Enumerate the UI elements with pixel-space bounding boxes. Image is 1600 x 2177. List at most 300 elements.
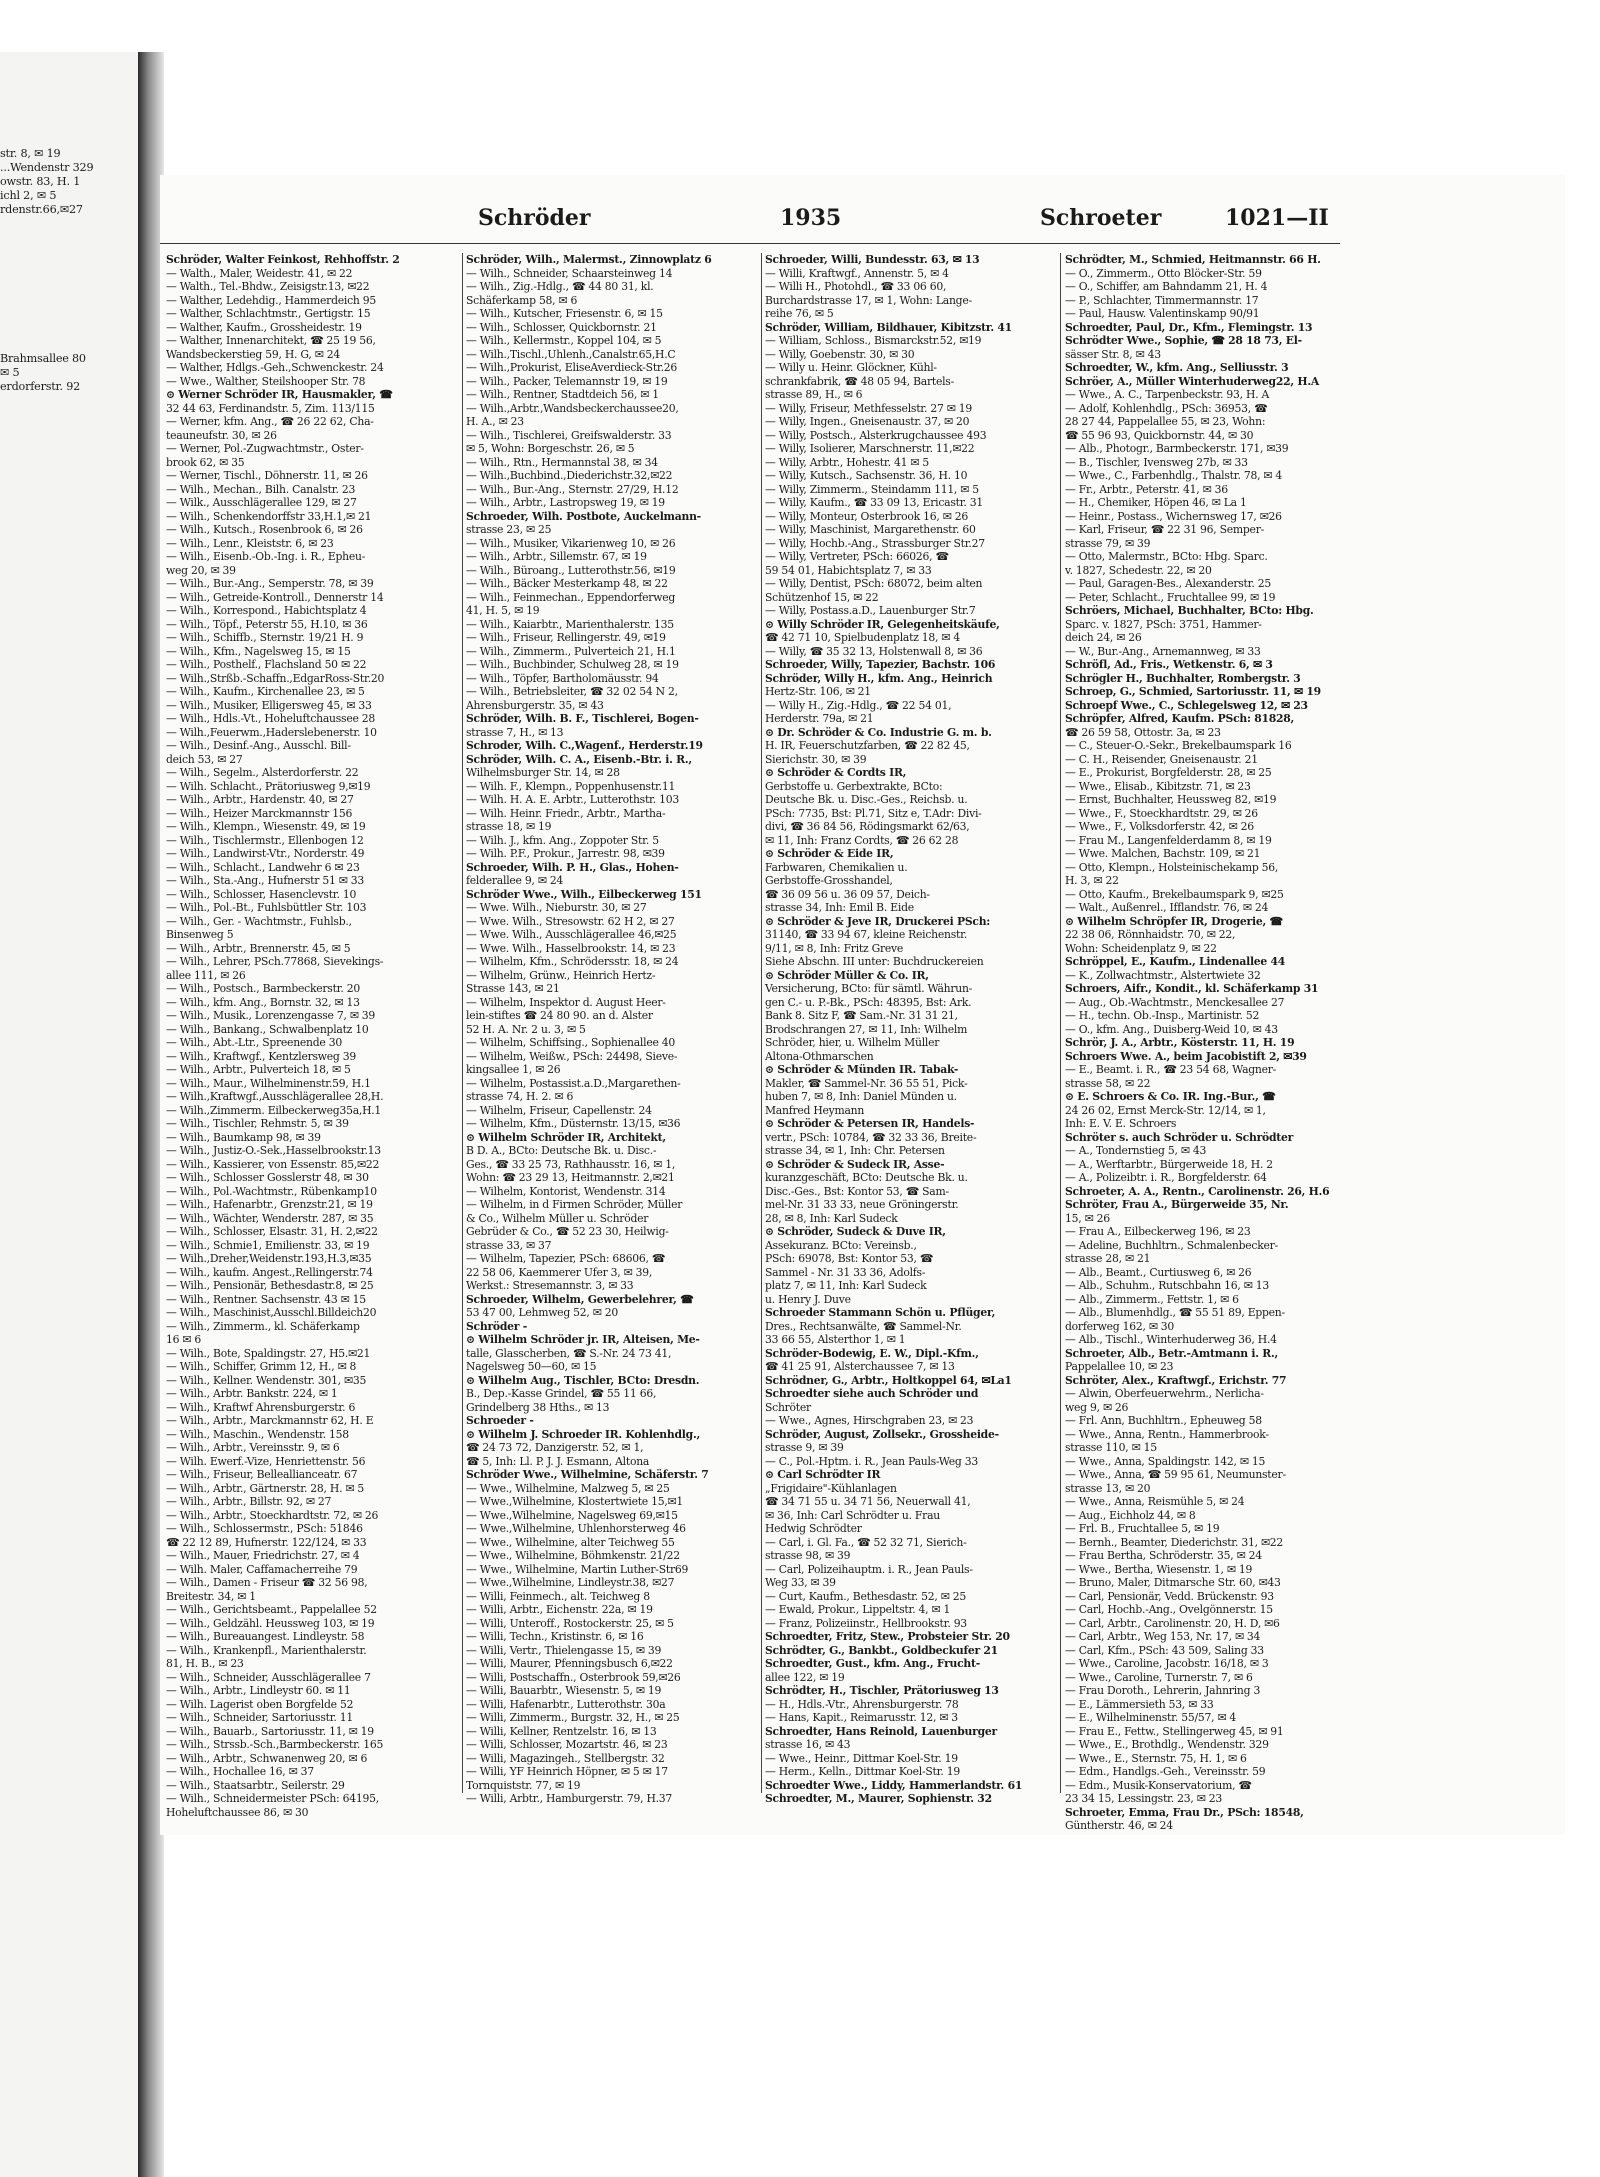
directory-entry-line: — Wilh., Schneidermeister PSch: 64195, <box>166 1792 379 1805</box>
directory-entry-line: — Willy, Hochb.-Ang., Strassburger Str.27 <box>765 536 985 550</box>
directory-entry-line: — Wilh.,Buchbind.,Diederichstr.32,✉22 <box>466 469 673 482</box>
directory-entry-line: — Wilh., Bote, Spaldingstr. 27, H5.✉21 <box>166 1346 371 1360</box>
directory-entry-line: — Wilh., Strssb.-Sch.,Barmbeckerstr. 165 <box>166 1738 384 1751</box>
directory-entry-line: — Wwe., C., Farbenhdlg., Thalstr. 78, ✉ 4 <box>1065 469 1283 482</box>
directory-entry-line: „Frigidaire"-Kühlanlagen <box>765 1481 897 1495</box>
directory-entry-line: Schroeder, Wilhelm, Gewerbelehrer, ☎ <box>466 1292 694 1306</box>
directory-entry-line: — Wilh., Maschin., Wendenstr. 158 <box>166 1427 349 1441</box>
directory-entry-line: PSch: 7735, Bst: Pl.71, Sitz e, T.Adr: Divi- <box>765 806 982 820</box>
directory-entry-line: strasse 7, H., ✉ 13 <box>466 725 564 739</box>
directory-entry-line: Wilhelmsburger Str. 14, ✉ 28 <box>466 766 620 779</box>
directory-entry-line: — Walther, Kaufm., Grossheidestr. 19 <box>166 320 362 334</box>
directory-entry-line: Schrör, J. A., Arbtr., Kösterstr. 11, H. 19 <box>1065 1036 1295 1049</box>
directory-entry-line: ⊙ Schröder, Sudeck & Duve IR, <box>765 1225 946 1238</box>
directory-entry-line: — Willy, Postsch., Alsterkrugchaussee 493 <box>765 428 987 442</box>
directory-entry-line: — Wwe., Anna, Spaldingstr. 142, ✉ 15 <box>1065 1454 1266 1468</box>
directory-entry-line: — Heinr., Postass., Wichernsweg 17, ✉26 <box>1065 509 1282 523</box>
directory-entry-line: — Wilh., Geldzähl. Heussweg 103, ✉ 19 <box>166 1616 375 1630</box>
directory-entry-line: Schroeter, Emma, Frau Dr., PSch: 18548, <box>1065 1805 1304 1819</box>
directory-entry-line: — Wilh.,Feuerwm.,Haderslebenerstr. 10 <box>166 725 377 739</box>
directory-entry-line: — Wilh., Kaiarbtr., Marienthalerstr. 135 <box>466 617 674 631</box>
directory-entry-line: — Frl. Ann, Buchhltrn., Epheuweg 58 <box>1065 1414 1262 1427</box>
directory-entry-line: Gebrüder & Co., ☎ 52 23 30, Heilwig- <box>466 1225 669 1238</box>
directory-entry-line: — Willy H., Zig.-Hdlg., ☎ 22 54 01, <box>765 698 952 712</box>
directory-entry-line: — Willi, Arbtr., Eichenstr. 22a, ✉ 19 <box>466 1603 653 1616</box>
directory-entry-line: — Wilh.,Dreher,Weidenstr.193,H.3,✉35 <box>166 1252 372 1265</box>
directory-entry-line: — Wilh., kfm. Ang., Bornstr. 32, ✉ 13 <box>166 995 360 1009</box>
directory-entry-line: — Willi, Maurer, Pfenningsbusch 6,✉22 <box>466 1657 673 1670</box>
directory-entry-line: — Wilh., Kraftwf Ahrensburgerstr. 6 <box>166 1400 356 1414</box>
directory-entry-line: Schröder-Bodewig, E. W., Dipl.-Kfm., <box>765 1346 979 1360</box>
directory-entry-line: 22 58 06, Kaemmerer Ufer 3, ✉ 39, <box>466 1265 653 1279</box>
directory-entry-line: strasse 28, ✉ 21 <box>1065 1252 1151 1265</box>
directory-entry-line: ☎ 41 25 91, Alsterchaussee 7, ✉ 13 <box>765 1360 955 1373</box>
directory-entry-line: ⊙ Schröder & Sudeck IR, Asse- <box>765 1157 945 1171</box>
directory-entry-line: — Werner, kfm. Ang., ☎ 26 22 62, Cha- <box>166 415 374 428</box>
directory-entry-line: — Walt., Außenrel., Ifflandstr. 76, ✉ 24 <box>1065 901 1269 914</box>
directory-entry-line: Sierichstr. 30, ✉ 39 <box>765 752 867 766</box>
directory-entry-line: — Wilh., Musiker, Vikarienweg 10, ✉ 26 <box>466 536 676 550</box>
directory-entry-line: strasse 33, ✉ 37 <box>466 1238 552 1252</box>
directory-entry-line: — E., Lämmersieth 53, ✉ 33 <box>1065 1697 1214 1711</box>
directory-entry-line: — Willi, Techn., Kristinstr. 6, ✉ 16 <box>466 1630 644 1643</box>
directory-entry-line: ☎ 36 09 56 u. 36 09 57, Deich- <box>765 887 930 901</box>
directory-entry-line: Schroeder, Wilh. P. H., Glas., Hohen- <box>466 860 679 874</box>
directory-entry-line: Schröder - <box>466 1319 527 1333</box>
directory-entry-line: Schroedter, M., Maurer, Sophienstr. 32 <box>765 1792 992 1805</box>
directory-entry-line: Schröter <box>765 1400 811 1414</box>
directory-entry-line: 52 H. A. Nr. 2 u. 3, ✉ 5 <box>466 1022 586 1036</box>
directory-entry-line: Schröder, August, Zollsekr., Grossheide- <box>765 1427 999 1441</box>
directory-entry-line: allee 122, ✉ 19 <box>765 1670 845 1684</box>
directory-entry-line: — Wilhelm, Tapezier, PSch: 68606, ☎ <box>466 1252 666 1265</box>
directory-entry-line: Wohn: Scheidenplatz 9, ✉ 22 <box>1065 941 1217 955</box>
directory-entry-line: — Wilh., Maschinist,Ausschl.Billdeich20 <box>166 1306 377 1319</box>
directory-entry-line: — Wilh., Kfm., Nagelsweg 15, ✉ 15 <box>166 644 351 658</box>
directory-entry-line: — Wilh., Kellner. Wendenstr. 301, ✉35 <box>166 1373 367 1387</box>
directory-entry-line: — Walth., Tel.-Bhdw., Zeisigstr.13, ✉22 <box>166 280 370 293</box>
directory-entry-line: H. 3, ✉ 22 <box>1065 874 1119 887</box>
directory-entry-line: — Wilh., Hafenarbtr., Grenzstr.21, ✉ 19 <box>166 1198 373 1211</box>
directory-entry-line: — Wilh., Sta.-Ang., Hufnerstr 51 ✉ 33 <box>166 874 364 887</box>
directory-entry-line: — Wwe.,Wilhelmine, Lindleystr.38, ✉27 <box>466 1576 675 1589</box>
page-number: 1021—II <box>1225 205 1329 231</box>
directory-entry-line: B D. A., BCto: Deutsche Bk. u. Disc.- <box>466 1144 657 1157</box>
directory-entry-line: Grindelberg 38 Hths., ✉ 13 <box>466 1400 610 1414</box>
directory-entry-line: Burchardstrasse 17, ✉ 1, Wohn: Lange- <box>765 293 972 307</box>
directory-entry-line: Schäferkamp 58, ✉ 6 <box>466 293 578 307</box>
directory-entry-line: Schroeder Stammann Schön u. Pflüger, <box>765 1306 996 1319</box>
directory-entry-line: — Wilh., Abt.-Ltr., Spreenende 30 <box>166 1036 342 1049</box>
directory-entry-line: Schröder, hier, u. Wilhelm Müller <box>765 1036 940 1049</box>
directory-entry-line: Schroepf Wwe., C., Schlegelsweg 12, ✉ 23 <box>1065 698 1308 712</box>
directory-entry-line: — H., Chemiker, Höpen 46, ✉ La 1 <box>1065 496 1247 509</box>
directory-entry-line: — Willy, Monteur, Osterbrook 16, ✉ 26 <box>765 509 968 523</box>
directory-entry-line: Farbwaren, Chemikalien u. <box>765 860 908 874</box>
prev-page-line: Brahmsallee 80 <box>0 352 86 365</box>
directory-entry-line: — Wwe., Wilhelmine, Malzweg 5, ✉ 25 <box>466 1481 670 1495</box>
directory-entry-line: — Wilh., Kutscher, Friesenstr. 6, ✉ 15 <box>466 307 663 320</box>
directory-entry-line: — Wilh., Justiz-O.-Sek.,Hasselbrookstr.13 <box>166 1144 381 1157</box>
directory-entry-line: Schroedter Wwe., Liddy, Hammerlandstr. 61 <box>765 1778 1023 1792</box>
directory-entry-line: — Wilh., Rtn., Hermannstal 38, ✉ 34 <box>466 455 658 469</box>
directory-entry-line: H. A., ✉ 23 <box>466 415 524 428</box>
directory-entry-line: — Wilh., Ger. - Wachtmstr., Fuhlsb., <box>166 914 352 928</box>
directory-entry-line: deich 53, ✉ 27 <box>166 752 243 766</box>
directory-entry-line: — Wilh., Tischlerei, Greifswalderstr. 33 <box>466 428 672 442</box>
directory-entry-line: Disc.-Ges., Bst: Kontor 53, ☎ Sam- <box>765 1184 949 1198</box>
directory-entry-line: Schrödner, G., Arbtr., Holtkoppel 64, ✉La1 <box>765 1373 1012 1387</box>
directory-entry-line: — Alwin, Oberfeuerwehrm., Nerlicha- <box>1065 1387 1264 1400</box>
directory-entry-line: — Wilh., Mechan., Bilh. Canalstr. 23 <box>166 482 356 496</box>
directory-entry-line: Schroedter, Hans Reinold, Lauenburger <box>765 1724 997 1738</box>
directory-entry-line: 28, ✉ 8, Inh: Karl Sudeck <box>765 1211 898 1225</box>
directory-entry-line: Schrödter, H., Tischler, Prätoriusweg 13 <box>765 1684 999 1697</box>
directory-entry-line: — Wilh., Zimmerm., kl. Schäferkamp <box>166 1319 360 1333</box>
directory-entry-line: — Willy u. Heinr. Glöckner, Kühl- <box>765 361 937 374</box>
directory-entry-line: 41, H. 5, ✉ 19 <box>466 604 540 617</box>
directory-entry-line: PSch: 69078, Bst: Kontor 53, ☎ <box>765 1252 934 1265</box>
directory-entry-line: divi, ☎ 36 84 56, Rödingsmarkt 62/63, <box>765 820 970 833</box>
directory-entry-line: — Wilh., Feinmechan., Eppendorferweg <box>466 590 676 604</box>
directory-entry-line: — Wwe., Elisab., Kibitzstr. 71, ✉ 23 <box>1065 779 1251 793</box>
directory-entry-line: ⊙ Schröder & Eide IR, <box>765 847 894 860</box>
prev-page-line: owstr. 83, H. 1 <box>0 175 81 188</box>
directory-entry-line: v. 1827, Schedestr. 22, ✉ 20 <box>1065 563 1212 577</box>
directory-entry-line: — Wilh., Damen - Friseur ☎ 32 56 98, <box>166 1576 368 1589</box>
directory-entry-line: — Wwe., Heinr., Dittmar Koel-Str. 19 <box>765 1751 958 1765</box>
directory-entry-line: — W., Bur.-Ang., Arnemannweg, ✉ 33 <box>1065 644 1261 658</box>
directory-entry-line: — Wilh., Eisenb.-Ob.-Ing. i. R., Epheu- <box>166 550 366 563</box>
directory-entry-line: Gerbstoffe u. Gerbextrakte, BCto: <box>765 779 943 793</box>
directory-entry-line: — Wilhelm, in d Firmen Schröder, Müller <box>466 1198 683 1211</box>
directory-entry-line: — William, Schloss., Bismarckstr.52, ✉19 <box>765 334 982 347</box>
directory-entry-line: — Wilh., Mauer, Friedrichstr. 27, ✉ 4 <box>166 1549 360 1562</box>
directory-entry-line: felderallee 9, ✉ 24 <box>466 874 564 887</box>
directory-entry-line: — Wilh., Baumkamp 98, ✉ 39 <box>166 1130 321 1144</box>
directory-entry-line: Schroedter, Fritz, Stew., Probsteier Str. 20 <box>765 1630 1010 1643</box>
directory-entry-line: Schroedter siehe auch Schröder und <box>765 1387 979 1400</box>
directory-entry-line: — Wilh., Packer, Telemannstr 19, ✉ 19 <box>466 374 668 388</box>
directory-entry-line: Schröder, Wilh., Malermst., Zinnowplatz 6 <box>466 253 712 266</box>
directory-entry-line: — E., Prokurist, Borgfelderstr. 28, ✉ 25 <box>1065 766 1272 779</box>
directory-entry-line: — H., techn. Ob.-Insp., Martinistr. 52 <box>1065 1009 1260 1022</box>
directory-entry-line: — Otto, Klempn., Holsteinischekamp 56, <box>1065 860 1279 874</box>
column-divider <box>462 253 463 1793</box>
directory-entry-line: — Wilh., Bureauangest. Lindleystr. 58 <box>166 1630 365 1643</box>
directory-entry-line: — Willy, Postass.a.D., Lauenburger Str.7 <box>765 604 976 617</box>
directory-entry-line: — Wilh., Schlossermstr., PSch: 51846 <box>166 1522 363 1535</box>
directory-entry-line: Schroep, G., Schmied, Sartoriusstr. 11, ✉ 19 <box>1065 685 1321 698</box>
directory-entry-line: Schröpfer, Alfred, Kaufm. PSch: 81828, <box>1065 712 1295 725</box>
directory-entry-line: — Wilh., Kutsch., Rosenbrook 6, ✉ 26 <box>166 523 363 536</box>
directory-entry-line: — Wilhelm, Schiffsing., Sophienallee 40 <box>466 1036 676 1049</box>
directory-entry-line: Siehe Abschn. III unter: Buchdruckereien <box>765 955 984 968</box>
directory-entry-line: — Willi, Unteroff., Rostockerstr. 25, ✉ 5 <box>466 1616 674 1630</box>
directory-entry-line: — Wilhelm, Inspektor d. August Heer- <box>466 995 666 1009</box>
directory-entry-line: 53 47 00, Lehmweg 52, ✉ 20 <box>466 1306 618 1319</box>
prev-page-line: erdorferstr. 92 <box>0 380 81 393</box>
directory-entry-line: sässer Str. 8, ✉ 43 <box>1065 347 1161 361</box>
directory-entry-line: — Hans, Kapit., Reimarusstr. 12, ✉ 3 <box>765 1711 958 1724</box>
directory-entry-line: — Fr., Arbtr., Peterstr. 41, ✉ 36 <box>1065 482 1228 496</box>
directory-entry-line: — Frau E., Fettw., Stellingerweg 45, ✉ 91 <box>1065 1724 1284 1738</box>
directory-entry-line: — Wilh., Hochallee 16, ✉ 37 <box>166 1765 314 1778</box>
directory-entry-line: — Wilh., Zig.-Hdlg., ☎ 44 80 31, kl. <box>466 280 654 293</box>
directory-entry-line: — Wilhelm, Kontorist, Wendenstr. 314 <box>466 1184 666 1198</box>
directory-entry-line: Sammel - Nr. 31 33 36, Adolfs- <box>765 1265 926 1279</box>
directory-entry-line: — Paul, Hausw. Valentinskamp 90/91 <box>1065 307 1260 320</box>
directory-entry-line: Schroers Wwe. A., beim Jacobistift 2, ✉39 <box>1065 1049 1307 1063</box>
directory-entry-line: — Willi, Magazingeh., Stellbergstr. 32 <box>466 1751 665 1765</box>
directory-entry-line: — Wilh., Korrespond., Habichtsplatz 4 <box>166 604 367 617</box>
directory-entry-line: Gerbstoffe-Grosshandel, <box>765 874 893 887</box>
directory-entry-line: — Adolf, Kohlenhdlg., PSch: 36953, ☎ <box>1065 401 1268 415</box>
directory-column-2 <box>466 253 758 1805</box>
directory-entry-line: — Wilh. Lagerist oben Borgfelde 52 <box>166 1697 354 1711</box>
directory-entry-line: — Karl, Friseur, ☎ 22 31 96, Semper- <box>1065 523 1264 536</box>
directory-entry-line: — Wilh., Töpf., Peterstr 55, H.10, ✉ 36 <box>166 617 368 631</box>
directory-entry-line: Herderstr. 79a, ✉ 21 <box>765 712 874 725</box>
directory-entry-line: — Alb., Schuhm., Rutschbahn 16, ✉ 13 <box>1065 1279 1269 1292</box>
directory-entry-line: strasse 34, ✉ 1, Inh: Chr. Petersen <box>765 1144 945 1157</box>
directory-entry-line: — Willi, Bauarbtr., Wiesenstr. 5, ✉ 19 <box>466 1684 662 1697</box>
directory-entry-line: — E., Beamt. i. R., ☎ 23 54 68, Wagner- <box>1065 1063 1277 1076</box>
directory-entry-line: Hedwig Schrödter <box>765 1522 862 1535</box>
directory-entry-line: — Wwe., Bertha, Wiesenstr. 1, ✉ 19 <box>1065 1562 1253 1576</box>
directory-entry-line: — Wilh. Ewerf.-Vize, Henriettenstr. 56 <box>166 1454 366 1468</box>
directory-entry-line: — C., Pol.-Hptm. i. R., Jean Pauls-Weg 33 <box>765 1454 978 1468</box>
directory-entry-line: ⊙ Wilhelm Schröder jr. IR, Alteisen, Me- <box>466 1333 700 1346</box>
directory-entry-line: — Wwe., Wilhelmine, alter Teichweg 55 <box>466 1535 675 1549</box>
directory-entry-line: Weg 33, ✉ 39 <box>765 1576 836 1589</box>
directory-entry-line: — Wilh., Arbtr., Hardenstr. 40, ✉ 27 <box>166 793 354 806</box>
directory-entry-line: Assekuranz. BCto: Vereinsb., <box>765 1238 917 1252</box>
directory-entry-line: — Wilh., Tischler, Rehmstr. 5, ✉ 39 <box>166 1117 349 1130</box>
directory-entry-line: Schröer, A., Müller Winterhuderweg22, H.A <box>1065 374 1319 388</box>
directory-entry-line: Schroeter, Alb., Betr.-Amtmann i. R., <box>1065 1346 1279 1360</box>
directory-entry-line: — Wilh., Wächter, Wenderstr. 287, ✉ 35 <box>166 1211 374 1225</box>
directory-entry-line: — Wilh., Töpfer, Bartholomäusstr. 94 <box>466 671 659 685</box>
directory-entry-line: — Walther, Schlachtmstr., Gertigstr. 15 <box>166 307 371 320</box>
directory-entry-line: — Werner, Pol.-Zugwachtmstr., Oster- <box>166 442 364 455</box>
directory-entry-line: — Wilh., Krankenpfl., Marienthalerstr. <box>166 1643 367 1657</box>
directory-entry-line: Schroedter, Gust., kfm. Ang., Frucht- <box>765 1657 980 1670</box>
directory-entry-line: — Wwe., E., Sternstr. 75, H. 1, ✉ 6 <box>1065 1751 1247 1765</box>
directory-entry-line: — Wilh.,Kraftwgf.,Ausschlägerallee 28,H. <box>166 1090 384 1103</box>
directory-entry-line: Schrödter, G., Bankbt., Goldbeckufer 21 <box>765 1643 998 1657</box>
directory-entry-line: ☎ 26 59 58, Ottostr. 3a, ✉ 23 <box>1065 725 1221 739</box>
directory-entry-line: strasse 98, ✉ 39 <box>765 1549 851 1562</box>
directory-entry-line: — Wwe.,Wilhelmine, Uhlenhorsterweg 46 <box>466 1522 686 1535</box>
directory-entry-line: — Wilh.,Strßb.-Schaffn.,EdgarRoss-Str.20 <box>166 671 385 685</box>
directory-entry-line: vertr., PSch: 10784, ☎ 32 33 36, Breite- <box>765 1130 977 1144</box>
directory-entry-line: — B., Tischler, Ivensweg 27b, ✉ 33 <box>1065 455 1248 469</box>
directory-entry-line: — Otto, Malermstr., BCto: Hbg. Sparc. <box>1065 550 1268 563</box>
directory-entry-line: Schrödter, M., Schmied, Heitmannstr. 66 H. <box>1065 253 1321 266</box>
directory-entry-line: ⊙ Wilhelm Aug., Tischler, BCto: Dresdn. <box>466 1373 700 1387</box>
directory-entry-line: — Wilh., Kellermstr., Koppel 104, ✉ 5 <box>466 334 662 347</box>
directory-entry-line: Schützenhof 15, ✉ 22 <box>765 590 879 604</box>
directory-entry-line: — Wilh., Schiffb., Sternstr. 19/21 H. 9 <box>166 631 364 644</box>
prev-page-line: ichl 2, ✉ 5 <box>0 189 57 202</box>
header-year: 1935 <box>780 205 842 231</box>
directory-entry-line: — Wwe., Caroline, Jacobstr. 16/18, ✉ 3 <box>1065 1657 1269 1670</box>
directory-entry-line: strasse 9, ✉ 39 <box>765 1441 844 1454</box>
directory-entry-line: — Wilh., Zimmerm., Pulverteich 21, H.1 <box>466 644 676 658</box>
directory-entry-line: Ges., ☎ 33 25 73, Rathhausstr. 16, ✉ 1, <box>466 1157 676 1171</box>
prev-page-line: str. 8, ✉ 19 <box>0 147 61 160</box>
directory-entry-line: gen C.- u. P.-Bk., PSch: 48395, Bst: Ark. <box>765 995 972 1009</box>
directory-entry-line: strasse 110, ✉ 15 <box>1065 1441 1157 1454</box>
directory-entry-line: — Wilh., Arbtr., Schwanenweg 20, ✉ 6 <box>166 1751 368 1765</box>
directory-entry-line: — Willi, Vertr., Thielengasse 15, ✉ 39 <box>466 1643 662 1657</box>
directory-entry-line: — Willy, Friseur, Methfesselstr. 27 ✉ 19 <box>765 401 973 415</box>
directory-entry-line: — Wilh., Bauarb., Sartoriusstr. 11, ✉ 19 <box>166 1724 374 1738</box>
directory-entry-line: — Wilhelm, Grünw., Heinrich Hertz- <box>466 968 656 982</box>
directory-entry-line: — Wilh., Gerichtsbeamt., Pappelallee 52 <box>166 1603 377 1616</box>
directory-entry-line: ✉ 36, Inh: Carl Schrödter u. Frau <box>765 1508 940 1522</box>
directory-entry-line: — Bruno, Maler, Ditmarsche Str. 60, ✉43 <box>1065 1576 1281 1589</box>
directory-entry-line: — Wilh., Postsch., Barmbeckerstr. 20 <box>166 982 361 995</box>
directory-entry-line: ⊙ Willy Schröder IR, Gelegenheitskäufe, <box>765 617 1000 631</box>
directory-entry-line: ⊙ Werner Schröder IR, Hausmakler, ☎ <box>166 388 393 401</box>
directory-entry-line: — Wilh., Rentner. Sachsenstr. 43 ✉ 15 <box>166 1292 366 1306</box>
directory-entry-line: strasse 13, ✉ 20 <box>1065 1481 1151 1495</box>
directory-entry-line: weg 20, ✉ 39 <box>166 563 236 577</box>
directory-entry-line: Binsenweg 5 <box>166 928 234 941</box>
directory-entry-line: ✉ 5, Wohn: Borgeschstr. 26, ✉ 5 <box>466 442 635 455</box>
directory-entry-line: — Aug., Ob.-Wachtmstr., Menckesallee 27 <box>1065 995 1285 1009</box>
directory-entry-line: Nagelsweg 50—60, ✉ 15 <box>466 1360 597 1373</box>
directory-column-3 <box>765 253 1057 1805</box>
directory-entry-line: Schröter, Frau A., Bürgerweide 35, Nr. <box>1065 1198 1289 1211</box>
directory-entry-line: Breitestr. 34, ✉ 1 <box>166 1589 256 1603</box>
directory-entry-line: Schröder, Wilh. B. F., Tischlerei, Bogen- <box>466 712 699 725</box>
directory-entry-line: Schroedter, Paul, Dr., Kfm., Flemingstr. 13 <box>1065 320 1313 334</box>
directory-entry-line: — Paul, Garagen-Bes., Alexanderstr. 25 <box>1065 577 1271 590</box>
directory-entry-line: — Willy, Dentist, PSch: 68072, beim alten <box>765 577 983 590</box>
directory-entry-line: brook 62, ✉ 35 <box>166 455 245 469</box>
directory-entry-line: Schröder Wwe., Wilhelmine, Schäferstr. 7 <box>466 1468 709 1481</box>
directory-entry-line: 31140, ☎ 33 94 67, kleine Reichenstr. <box>765 928 968 941</box>
directory-entry-line: — Wilh., Buchbinder, Schulweg 28, ✉ 19 <box>466 658 679 671</box>
directory-entry-line: — Wilh. F., Klempn., Poppenhusenstr.11 <box>466 779 676 793</box>
directory-entry-line: — Alb., Blumenhdlg., ☎ 55 51 89, Eppen- <box>1065 1306 1285 1319</box>
directory-entry-line: — C. H., Reisender, Gneisenaustr. 21 <box>1065 752 1258 766</box>
directory-entry-line: — Wilh., Landwirst-Vtr., Norderstr. 49 <box>166 847 365 860</box>
directory-page <box>160 175 1565 1835</box>
directory-entry-line: — Otto, Kaufm., Brekelbaumspark 9, ✉25 <box>1065 887 1284 901</box>
directory-entry-line: — O., Schiffer, am Bahndamm 21, H. 4 <box>1065 280 1268 293</box>
directory-entry-line: strasse 58, ✉ 22 <box>1065 1076 1151 1090</box>
directory-entry-line: — K., Zollwachtmstr., Alstertwiete 32 <box>1065 968 1261 982</box>
directory-entry-line: — Wilh., Segelm., Alsterdorferstr. 22 <box>166 766 359 779</box>
directory-entry-line: — Wwe., Anna, Reismühle 5, ✉ 24 <box>1065 1495 1245 1508</box>
directory-entry-line: Schroeder, Wilh. Postbote, Auckelmann- <box>466 509 701 523</box>
directory-entry-line: — Willi, Hafenarbtr., Lutterothstr. 30a <box>466 1697 666 1711</box>
directory-entry-line: — Wilh., Bur.-Ang., Semperstr. 78, ✉ 39 <box>166 577 374 590</box>
directory-entry-line: — Carl, i. Gl. Fa., ☎ 52 32 71, Sierich- <box>765 1535 967 1549</box>
directory-entry-line: — Wilh., Arbtr., Lindleystr 60. ✉ 11 <box>166 1684 351 1697</box>
directory-entry-line: Brodschrangen 27, ✉ 11, Inh: Wilhelm <box>765 1022 968 1036</box>
directory-entry-line: ☎ 24 73 72, Danzigerstr. 52, ✉ 1, <box>466 1441 644 1454</box>
directory-entry-line: — Wilh., Desinf.-Ang., Ausschl. Bill- <box>166 739 351 752</box>
directory-entry-line: ⊙ Schröder & Münden IR. Tabak- <box>765 1063 959 1076</box>
directory-entry-line: strasse 74, H. 2. ✉ 6 <box>466 1090 574 1103</box>
prev-page-line: ...Wendenstr 329 <box>0 161 94 174</box>
directory-entry-line: — Wilh., Getreide-Kontroll., Dennerstr 14 <box>166 590 384 604</box>
directory-entry-line: — Wilh., Friseur, Rellingerstr. 49, ✉19 <box>466 631 666 644</box>
directory-entry-line: — Wilh.,Zimmerm. Eilbeckerweg35a,H.1 <box>166 1103 382 1117</box>
directory-entry-line: H. IR, Feuerschutzfarben, ☎ 22 82 45, <box>765 739 970 752</box>
directory-entry-line: — Carl, Arbtr., Weg 153, Nr. 17, ✉ 34 <box>1065 1630 1261 1643</box>
directory-entry-line: — Wilh.,Arbtr.,Wandsbeckerchaussee20, <box>466 401 679 415</box>
directory-entry-line: Deutsche Bk. u. Disc.-Ges., Reichsb. u. <box>765 793 968 806</box>
directory-entry-line: Schröder, Wilh. C. A., Eisenb.-Btr. i. R., <box>466 752 692 766</box>
directory-entry-line: — Alb., Tischl., Winterhuderweg 36, H.4 <box>1065 1333 1277 1346</box>
directory-entry-line: ☎ 55 96 93, Quickbornstr. 44, ✉ 30 <box>1065 428 1254 442</box>
directory-entry-line: — Wilh., Arbtr., Gärtnerstr. 28, H. ✉ 5 <box>166 1481 365 1495</box>
directory-entry-line: ⊙ Schröder & Petersen IR, Handels- <box>765 1117 975 1130</box>
directory-entry-line: B., Dep.-Kasse Grindel, ☎ 55 11 66, <box>466 1387 657 1400</box>
directory-entry-line: — Wilh., Kraftwgf., Kentzlersweg 39 <box>166 1049 357 1063</box>
directory-entry-line: ⊙ Wilhelm J. Schroeder IR. Kohlenhdlg., <box>466 1427 700 1441</box>
directory-entry-line: ✉ 11, Inh: Franz Cordts, ☎ 26 62 28 <box>765 833 959 847</box>
directory-entry-line: — E., Wilhelminenstr. 55/57, ✉ 4 <box>1065 1711 1237 1724</box>
prev-page-line: rdenstr.66,✉27 <box>0 203 83 216</box>
directory-entry-line: — Wwe. Wilh., Nieburstr. 30, ✉ 27 <box>466 901 647 914</box>
directory-entry-line: — Wilh., Betriebsleiter, ☎ 32 02 54 N 2, <box>466 685 678 698</box>
directory-entry-line: Schroeter, A. A., Rentn., Carolinenstr. 26, H.6 <box>1065 1184 1330 1198</box>
directory-entry-line: — Frau M., Langenfelderdamm 8, ✉ 19 <box>1065 833 1272 847</box>
directory-entry-line: — Wilhelm, Kfm., Düsternstr. 13/15, ✉36 <box>466 1117 681 1130</box>
directory-entry-line: Schröppel, E., Kaufm., Lindenallee 44 <box>1065 955 1286 968</box>
directory-entry-line: Ahrensburgerstr. 35, ✉ 43 <box>466 698 604 712</box>
directory-entry-line: — Ernst, Buchhalter, Heussweg 82, ✉19 <box>1065 793 1277 806</box>
directory-entry-line: — Alb., Photogr., Barmbeckerstr. 171, ✉39 <box>1065 442 1289 455</box>
directory-entry-line: u. Henry J. Duve <box>765 1292 851 1306</box>
directory-entry-line: strasse 89, H., ✉ 6 <box>765 388 863 401</box>
directory-entry-line: — Frau A., Eilbeckerweg 196, ✉ 23 <box>1065 1225 1251 1238</box>
directory-entry-line: talle, Glasscherben, ☎ S.-Nr. 24 73 41, <box>466 1346 672 1360</box>
directory-entry-line: ⊙ Carl Schrödter IR <box>765 1468 881 1481</box>
directory-entry-line: — Willi H., Photohdl., ☎ 33 06 60, <box>765 280 947 293</box>
directory-entry-line: Schrödter Wwe., Sophie, ☎ 28 18 73, El- <box>1065 334 1302 347</box>
directory-entry-line: — Wwe., Wilhelmine, Böhmkenstr. 21/22 <box>466 1549 680 1562</box>
directory-entry-line: Wohn: ☎ 23 29 13, Heitmannstr. 2,✉21 <box>466 1171 675 1184</box>
directory-entry-line: Schrögler H., Buchhalter, Rombergstr. 3 <box>1065 671 1301 685</box>
directory-entry-line: — Wilh., Schlosser Gosslerstr 48, ✉ 30 <box>166 1171 369 1184</box>
prev-page-line: ✉ 5 <box>0 366 20 379</box>
directory-entry-line: — Wilh. Heinr. Friedr., Arbtr., Martha- <box>466 806 666 820</box>
directory-entry-line: — Wilh., kaufm. Angest.,Rellingerstr.74 <box>166 1265 373 1279</box>
directory-entry-line: — Wilh., Friseur, Belleallianceatr. 67 <box>166 1468 358 1481</box>
directory-entry-line: weg 9, ✉ 26 <box>1065 1400 1129 1414</box>
directory-entry-line: — Wilh., Schlosser, Elsastr. 31, H. 2,✉22 <box>166 1225 378 1238</box>
directory-entry-line: — Wilh. P.F., Prokur., Jarrestr. 98, ✉39 <box>466 847 665 860</box>
directory-entry-line: — Wilh., Arbtr., Billstr. 92, ✉ 27 <box>166 1495 332 1508</box>
directory-entry-line: ☎ 42 71 10, Spielbudenplatz 18, ✉ 4 <box>765 631 961 644</box>
directory-entry-line: — Willy, Goebenstr. 30, ✉ 30 <box>765 347 915 361</box>
directory-entry-line: strasse 34, Inh: Emil B. Eide <box>765 901 914 914</box>
directory-entry-line: — Wilh., Schenkendorffstr 33,H.1,✉ 21 <box>166 509 372 523</box>
directory-entry-line: — Wwe., Agnes, Hirschgraben 23, ✉ 23 <box>765 1414 974 1427</box>
directory-entry-line: — A., Polizeibtr. i. R., Borgfelderstr. 64 <box>1065 1171 1267 1184</box>
directory-entry-line: — Walther, Innenarchitekt, ☎ 25 19 56, <box>166 334 376 347</box>
directory-entry-line: teauneufstr. 30, ✉ 26 <box>166 428 277 442</box>
directory-entry-line: — Frau Doroth., Lehrerin, Jahnring 3 <box>1065 1684 1261 1697</box>
